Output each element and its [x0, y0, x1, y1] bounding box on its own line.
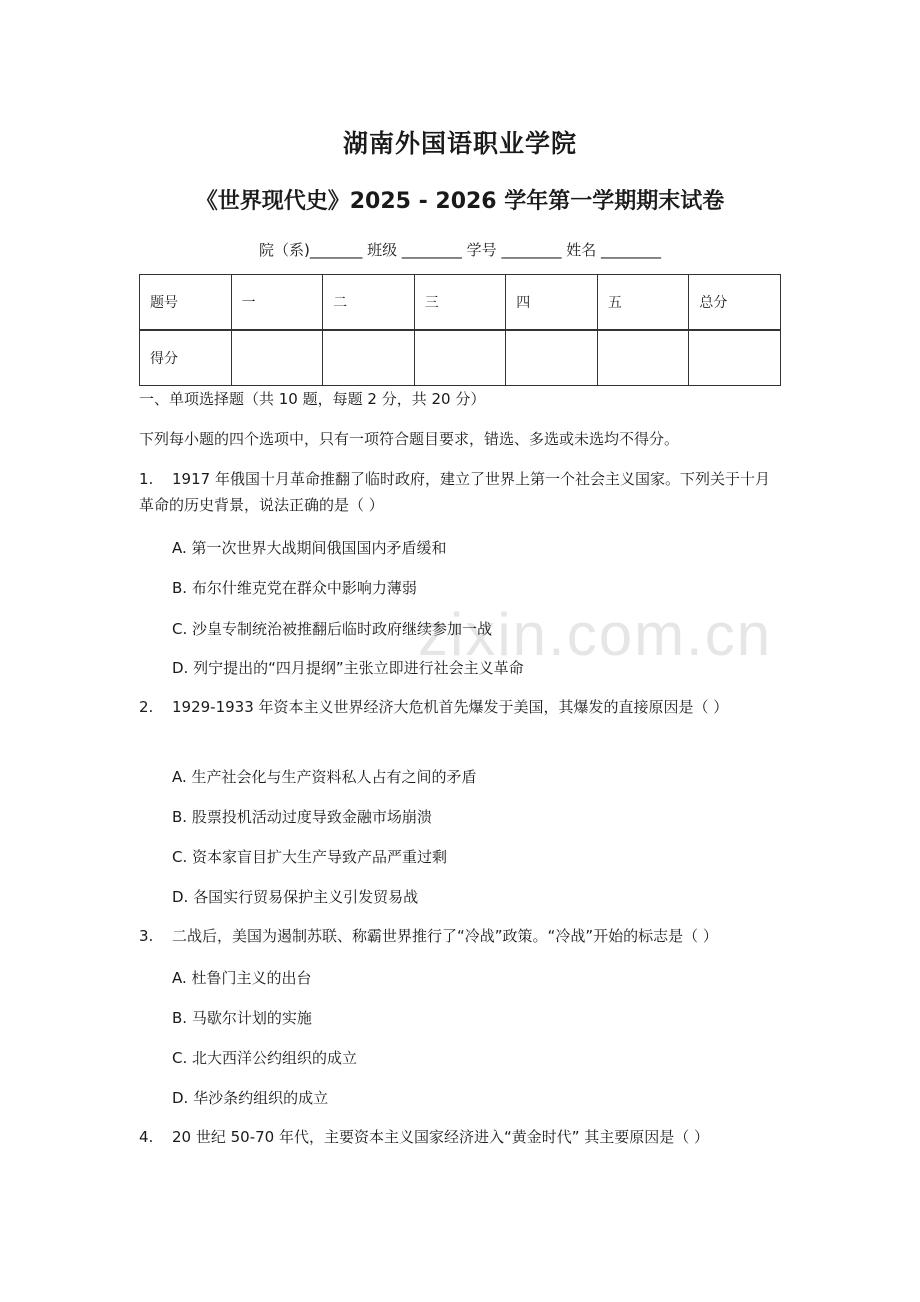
school-name: 湖南外国语职业学院 — [342, 129, 577, 158]
score-entry-cell[interactable] — [506, 330, 598, 386]
score-entry-cell[interactable] — [323, 330, 415, 386]
option-3c[interactable]: C. 北大西洋公约组织的成立 — [172, 1049, 358, 1067]
question-1 — [139, 466, 779, 518]
question-text: 1929-1933 年资本主义世界经济大危机首先爆发于美国，其爆发的直接原因是（ ） — [172, 698, 729, 716]
score-entry-cell[interactable] — [689, 330, 781, 386]
question-text: 20 世纪 50-70 年代，主要资本主义国家经济进入“黄金时代” 其主要原因是（ ） — [172, 1128, 710, 1146]
option-1c[interactable]: C. 沙皇专制统治被推翻后临时政府继续参加一战 — [172, 620, 493, 638]
question-4 — [139, 1124, 779, 1150]
student-info-line — [0, 239, 920, 260]
table-cell: 四 — [506, 275, 598, 331]
option-3a[interactable]: A. 杜鲁门主义的出台 — [172, 969, 312, 987]
option-2b[interactable]: B. 股票投机活动过度导致金融市场崩溃 — [172, 808, 432, 826]
question-number: 2. — [139, 698, 154, 716]
table-cell: 一 — [231, 275, 323, 331]
question-2 — [139, 694, 779, 720]
question-text: 二战后，美国为遏制苏联、称霸世界推行了“冷战”政策。“冷战”开始的标志是（ ） — [172, 927, 718, 945]
option-1b[interactable]: B. 布尔什维克党在群众中影响力薄弱 — [172, 579, 417, 597]
score-entry-cell[interactable] — [231, 330, 323, 386]
score-table — [139, 274, 781, 386]
watermark: zixin.com.cn — [418, 601, 773, 668]
option-3d[interactable]: D. 华沙条约组织的成立 — [172, 1089, 329, 1107]
question-3 — [139, 923, 779, 949]
exam-title: 《世界现代史》2025 - 2026 学年第一学期期末试卷 — [195, 189, 725, 214]
section-instruction: 下列每小题的四个选项中，只有一项符合题目要求，错选、多选或未选均不得分。 — [139, 430, 680, 448]
table-cell: 三 — [414, 275, 506, 331]
question-text: 1917 年俄国十月革命推翻了临时政府，建立了世界上第一个社会主义国家。下列关于十月革命的历史背景，说法正确的是（ ） — [139, 470, 770, 514]
score-table-score-row — [140, 330, 781, 386]
question-number: 3. — [139, 927, 154, 945]
option-1a[interactable]: A. 第一次世界大战期间俄国国内矛盾缓和 — [172, 539, 447, 557]
score-entry-cell[interactable] — [414, 330, 506, 386]
option-2c[interactable]: C. 资本家盲目扩大生产导致产品严重过剩 — [172, 848, 448, 866]
option-1d[interactable]: D. 列宁提出的“四月提纲”主张立即进行社会主义革命 — [172, 659, 524, 677]
table-cell: 二 — [323, 275, 415, 331]
section-heading: 一、单项选择题（共 10 题，每题 2 分，共 20 分） — [139, 390, 486, 408]
table-cell: 题号 — [140, 275, 232, 331]
question-number: 1. — [139, 470, 154, 488]
option-3b[interactable]: B. 马歇尔计划的实施 — [172, 1009, 312, 1027]
option-2d[interactable]: D. 各国实行贸易保护主义引发贸易战 — [172, 888, 419, 906]
student-info-text: 院（系)_______ 班级 ________ 学号 ________ 姓名 ________ — [259, 241, 661, 259]
score-entry-cell[interactable] — [597, 330, 689, 386]
question-number: 4. — [139, 1128, 154, 1146]
table-cell: 总分 — [689, 275, 781, 331]
score-table-header-row — [140, 275, 781, 331]
table-cell: 得分 — [140, 330, 232, 386]
table-cell: 五 — [597, 275, 689, 331]
option-2a[interactable]: A. 生产社会化与生产资料私人占有之间的矛盾 — [172, 768, 477, 786]
